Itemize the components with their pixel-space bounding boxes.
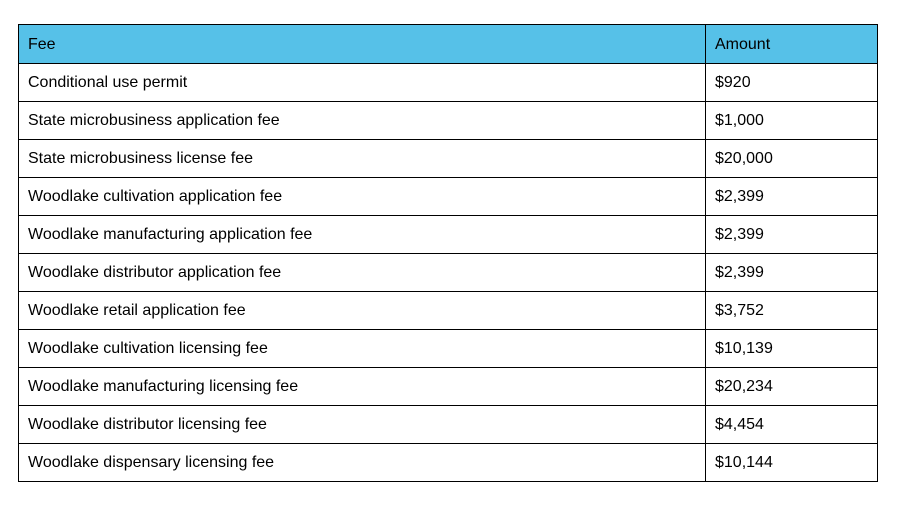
fee-table: [18, 24, 878, 482]
table-row: [19, 216, 878, 254]
header-amount: Amount: [706, 25, 878, 64]
table-row: [19, 254, 878, 292]
fee-amount-cell: $20,000: [706, 140, 878, 178]
table-row: [19, 406, 878, 444]
table-row: [19, 368, 878, 406]
fee-amount-cell: $3,752: [706, 292, 878, 330]
fee-name-cell: Woodlake cultivation licensing fee: [19, 330, 706, 368]
fee-amount-cell: $10,139: [706, 330, 878, 368]
fee-name-cell: Conditional use permit: [19, 64, 706, 102]
table-row: [19, 102, 878, 140]
table-row: [19, 444, 878, 482]
table-row: [19, 330, 878, 368]
fee-name-cell: Woodlake cultivation application fee: [19, 178, 706, 216]
fee-name-cell: Woodlake manufacturing application fee: [19, 216, 706, 254]
fee-amount-cell: $2,399: [706, 254, 878, 292]
fee-amount-cell: $2,399: [706, 216, 878, 254]
fee-name-cell: Woodlake dispensary licensing fee: [19, 444, 706, 482]
fee-amount-cell: $2,399: [706, 178, 878, 216]
header-row: [19, 25, 878, 64]
fee-amount-cell: $10,144: [706, 444, 878, 482]
fee-name-cell: Woodlake distributor application fee: [19, 254, 706, 292]
table-header: [19, 25, 878, 64]
fee-name-cell: Woodlake distributor licensing fee: [19, 406, 706, 444]
table-row: [19, 64, 878, 102]
fee-name-cell: State microbusiness license fee: [19, 140, 706, 178]
fee-amount-cell: $4,454: [706, 406, 878, 444]
fee-amount-cell: $920: [706, 64, 878, 102]
table-row: [19, 140, 878, 178]
table-row: [19, 292, 878, 330]
fee-name-cell: Woodlake retail application fee: [19, 292, 706, 330]
fee-name-cell: State microbusiness application fee: [19, 102, 706, 140]
header-fee: Fee: [19, 25, 706, 64]
table-row: [19, 178, 878, 216]
fee-amount-cell: $20,234: [706, 368, 878, 406]
table-body: [19, 64, 878, 482]
fee-amount-cell: $1,000: [706, 102, 878, 140]
fee-name-cell: Woodlake manufacturing licensing fee: [19, 368, 706, 406]
